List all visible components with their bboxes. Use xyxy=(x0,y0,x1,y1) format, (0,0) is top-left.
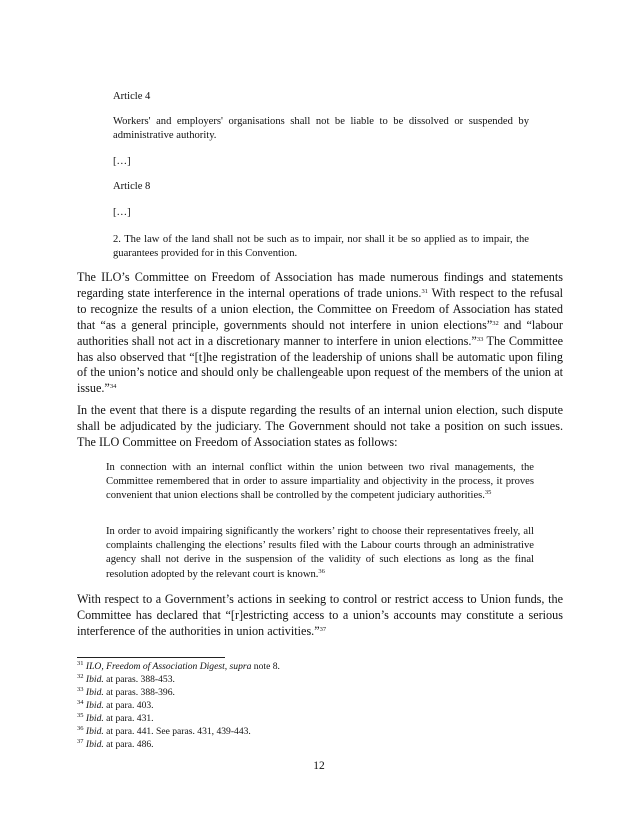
block-quote-paragraph: In order to avoid impairing significantly the workers’ right to choose their representatives freely, all complaints challenging the elections’ results filed with the Labour courts through an administrative agency shall not derive in the suspension of the validity of such elections as long as the final resolution adopted by the relevant court is known.$^{36}$ xyxy=(106,526,534,580)
body-paragraph: The ILO’s Committee on Freedom of Association has made numerous findings and statements regarding state interference in the internal operations of trade unions.$^{31}$ With respect to the refusal to recognize the results of a union election, the Committee on Freedom of Association has stated that “as a general principle, governments should not interfere in union elections”$^{32}$ and “labour authorities shall not act in a discretionary manner to interfere in union elections.”$^{33}$ The Committee has also observed that “[t]he registration of the leadership of unions shall be automatic upon filing of the union’s notice and should only be challengeable upon request of the members of the union at issue.”$^{34}$ xyxy=(77,270,564,396)
body-paragraph: In the event that there is a dispute regarding the results of an internal union election, such dispute shall be adjudicated by the judiciary. The Government should not take a position on such issues. The ILO Committee on Freedom of Association states as follows: xyxy=(77,403,563,449)
body-paragraph: With respect to a Government’s actions in seeking to control or restrict access to Union funds, the Committee has declared that “[r]estricting access to a union’s accounts may constitute a serious interference of the authorities in union activities.”$^{37}$ xyxy=(77,592,563,638)
footnote-ref: 32 xyxy=(492,319,499,327)
footnote: $^{31}$ ILO, Freedom of Association Digest, supra note 8. xyxy=(77,660,280,672)
footnote-ref: 36 xyxy=(318,567,325,575)
footnote: $^{35}$ Ibid. at para. 431. xyxy=(77,712,154,724)
footnote: $^{34}$ Ibid. at para. 403. xyxy=(77,699,154,711)
footnote-ref: 37 xyxy=(319,625,327,633)
footnote-ref: 33 xyxy=(476,335,484,343)
block-quote-paragraph: In connection with an internal conflict within the union between two rival managements, the Committee remembered that in order to assure impartiality and objectivity in the process, it proves convenient that union elections shall be controlled by the competent judiciary authorities.$^{35}$ xyxy=(106,462,534,502)
footnote: $^{32}$ Ibid. at paras. 388-453. xyxy=(77,673,175,685)
ellipsis: […] xyxy=(113,207,131,218)
footnote-ref: 35 xyxy=(484,489,492,497)
page-number: 12 xyxy=(313,760,325,772)
footnote: $^{37}$ Ibid. at para. 486. xyxy=(77,738,154,750)
footnote: $^{33}$ Ibid. at paras. 388-396. xyxy=(77,686,175,698)
footnote: $^{36}$ Ibid. at para. 441. See paras. 431, 439-443. xyxy=(77,725,251,737)
footnote-divider xyxy=(77,657,225,658)
article-8-heading: Article 8 xyxy=(113,181,151,192)
article-8-text: 2. The law of the land shall not be such as to impair, nor shall it be so applied as to impair, the guarantees provided for in this Convention. xyxy=(113,234,529,260)
footnote-ref: 31 xyxy=(421,287,428,295)
footnote-ref: 34 xyxy=(109,383,117,391)
article-4-text: Workers' and employers' organisations shall not be liable to be dissolved or suspended by administrative authority. xyxy=(113,116,529,142)
ellipsis: […] xyxy=(113,156,131,167)
article-4-heading: Article 4 xyxy=(113,91,151,102)
